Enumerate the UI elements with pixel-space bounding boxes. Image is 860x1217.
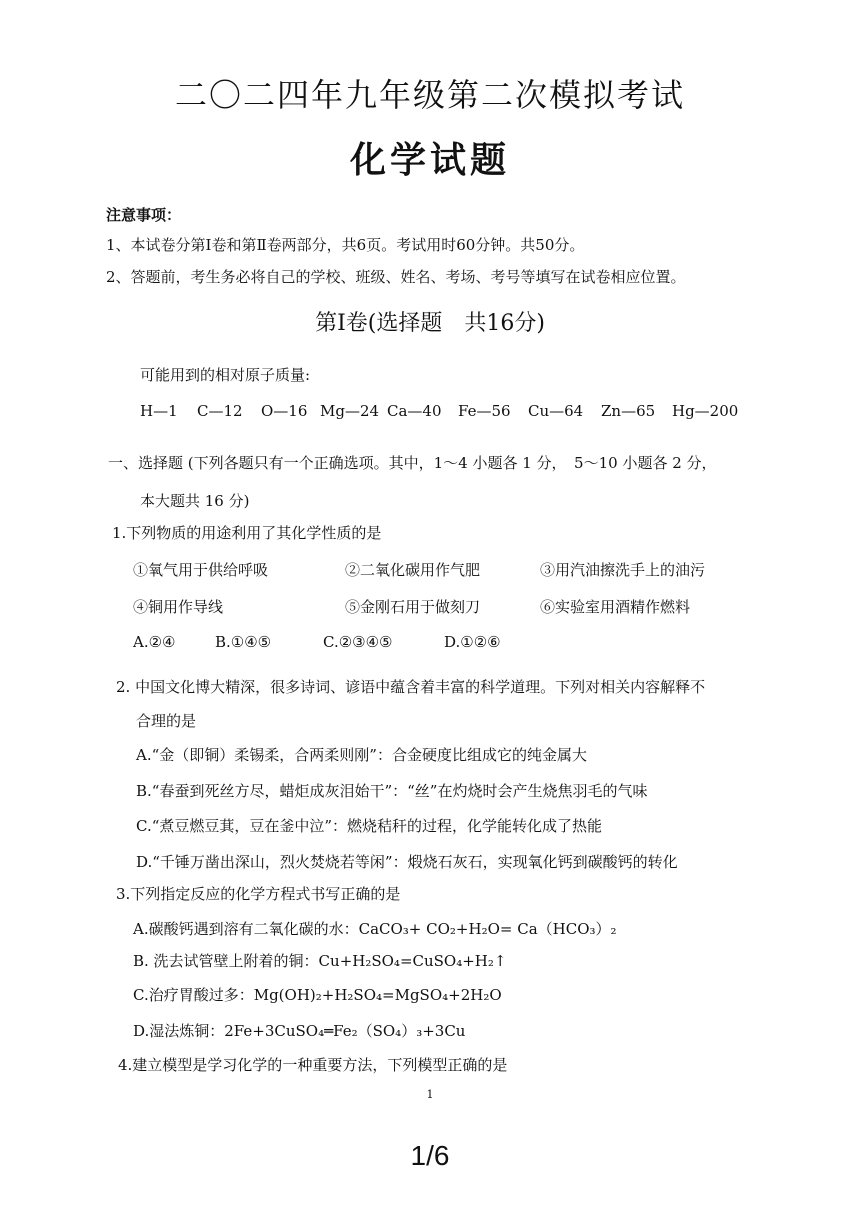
page-indicator: 1/6 bbox=[410, 1140, 450, 1171]
notice-heading: 注意事项： bbox=[106, 206, 182, 224]
notice-item: 1、本试卷分第Ⅰ卷和第Ⅱ卷两部分，共6页。考试用时60分钟。共50分。 bbox=[106, 236, 585, 254]
choice-b: B.①④⑤ bbox=[215, 633, 272, 651]
question-3-option-b: B. 洗去试管壁上附着的铜：Cu+H₂SO₄=CuSO₄+H₂↑ bbox=[133, 952, 507, 970]
question-1-item: ①氧气用于供给呼吸 bbox=[133, 561, 269, 579]
question-1-choices bbox=[133, 633, 753, 655]
question-1-item: ③用汽油擦洗手上的油污 bbox=[540, 561, 706, 579]
question-3-option-d: D.湿法炼铜：2Fe+3CuSO₄═Fe₂（SO₄）₃+3Cu bbox=[133, 1022, 466, 1040]
question-3-stem: 3.下列指定反应的化学方程式书写正确的是 bbox=[116, 885, 401, 903]
choice-c: C.②③④⑤ bbox=[323, 633, 393, 651]
atomic-mass: Mg—24 bbox=[320, 402, 380, 420]
choice-d: D.①②⑥ bbox=[444, 633, 501, 651]
exam-title: 二〇二四年九年级第二次模拟考试 bbox=[174, 76, 685, 114]
question-2-option-c: C.“煮豆燃豆萁，豆在釜中泣”：燃烧秸秆的过程，化学能转化成了热能 bbox=[136, 817, 603, 835]
question-1-item: ⑤金刚石用于做刻刀 bbox=[345, 598, 481, 616]
atomic-mass: Fe—56 bbox=[458, 402, 511, 420]
question-2-stem: 2. 中国文化博大精深，很多诗词、谚语中蕴含着丰富的科学道理。下列对相关内容解释不 bbox=[116, 678, 706, 696]
atomic-mass: Cu—64 bbox=[528, 402, 584, 420]
question-4-stem: 4.建立模型是学习化学的一种重要方法，下列模型正确的是 bbox=[118, 1056, 508, 1074]
question-1-items-row bbox=[133, 596, 753, 618]
choice-a: A.②④ bbox=[133, 633, 176, 651]
notice-item: 2、答题前，考生务必将自己的学校、班级、姓名、考场、考号等填写在试卷相应位置。 bbox=[106, 268, 686, 286]
atomic-mass: C—12 bbox=[197, 402, 243, 420]
question-1-items-row bbox=[133, 559, 753, 581]
part-heading-cont: 本大题共 16 分) bbox=[140, 492, 250, 510]
question-2-option-a: A.“金（即铜）柔锡柔，合两柔则刚”：合金硬度比组成它的纯金属大 bbox=[136, 746, 587, 764]
atomic-mass: Ca—40 bbox=[387, 402, 442, 420]
question-1-item: ④铜用作导线 bbox=[133, 598, 224, 616]
section-title: 第Ⅰ卷(选择题 共16分) bbox=[315, 311, 545, 336]
question-3-option-a: A.碳酸钙遇到溶有二氧化碳的水：CaCO₃+ CO₂+H₂O= Ca（HCO₃）₂ bbox=[133, 920, 617, 938]
page-number: 1 bbox=[426, 1088, 434, 1101]
atomic-mass: H—1 bbox=[140, 402, 178, 420]
part-heading: 一、选择题 (下列各题只有一个正确选项。其中，1～4 小题各 1 分， 5～10 小题各 2 分， bbox=[108, 454, 717, 472]
atomic-mass: O—16 bbox=[261, 402, 308, 420]
exam-subtitle: 化学试题 bbox=[349, 139, 510, 181]
question-3-option-c: C.治疗胃酸过多：Mg(OH)₂+H₂SO₄=MgSO₄+2H₂O bbox=[133, 986, 502, 1004]
question-2-option-d: D.“千锤万凿出深山，烈火焚烧若等闲”：煅烧石灰石，实现氧化钙到碳酸钙的转化 bbox=[136, 853, 678, 871]
atomic-mass: Zn—65 bbox=[601, 402, 656, 420]
question-1-stem: 1.下列物质的用途利用了其化学性质的是 bbox=[112, 524, 382, 542]
atomic-mass: Hg—200 bbox=[672, 402, 739, 420]
question-2-stem-cont: 合理的是 bbox=[136, 712, 197, 730]
question-1-item: ②二氧化碳用作气肥 bbox=[345, 561, 481, 579]
question-2-option-b: B.“春蚕到死丝方尽，蜡炬成灰泪始干”：“丝”在灼烧时会产生烧焦羽毛的气味 bbox=[136, 782, 648, 800]
question-1-item: ⑥实验室用酒精作燃料 bbox=[540, 598, 691, 616]
atomic-mass-label: 可能用到的相对原子质量: bbox=[140, 366, 311, 384]
